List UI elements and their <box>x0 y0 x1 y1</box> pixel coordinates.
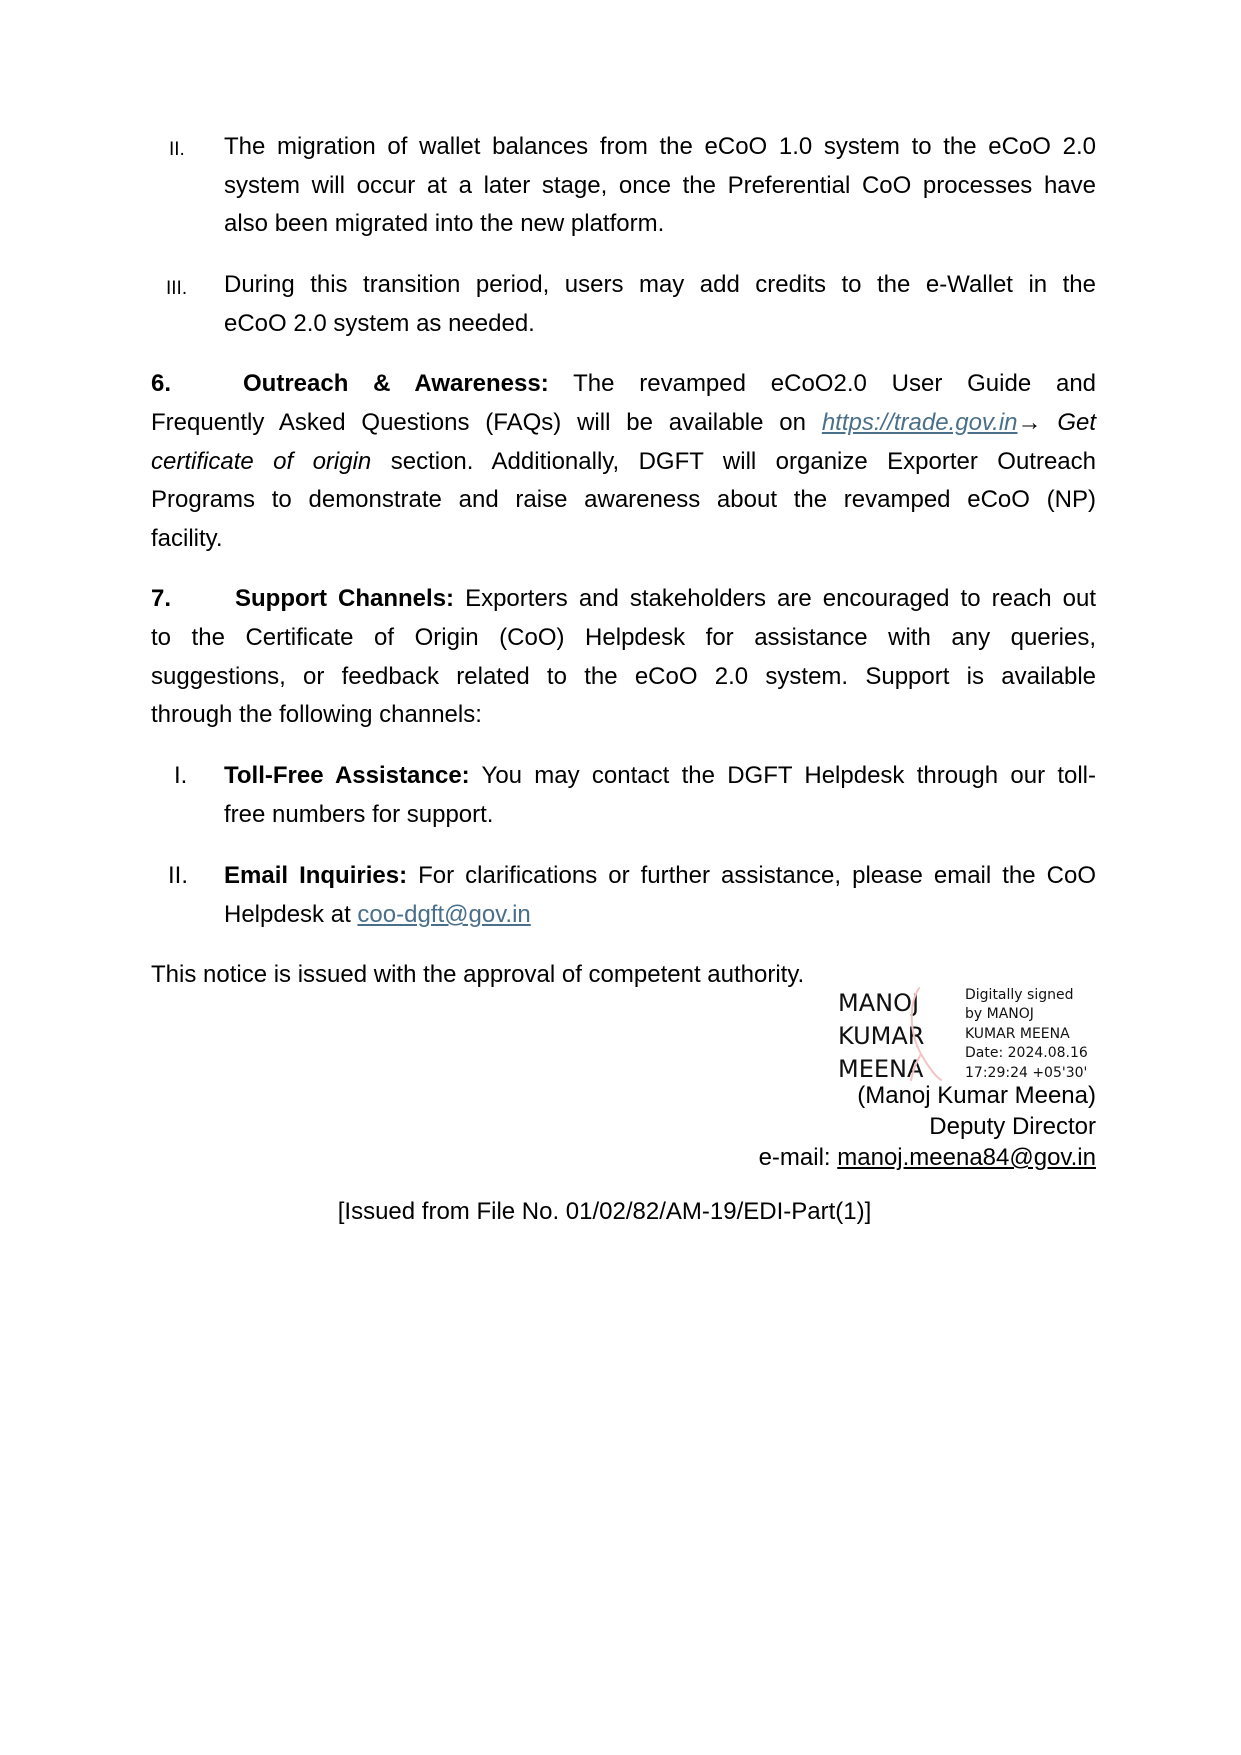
list-item-line: system will occur at a later stage, once the Preferential CoO processes have <box>224 172 1096 199</box>
list-item-line <box>224 900 531 930</box>
list-item-line: free numbers for support. <box>224 801 494 828</box>
list-item-line: eCoO 2.0 system as needed. <box>224 310 535 337</box>
list-item-text: For clarifications or further assistance, please email the CoO <box>418 862 1096 889</box>
helpdesk-email-link[interactable]: coo-dgft@gov.in <box>357 901 531 928</box>
section-number: 6. <box>151 370 172 397</box>
signer-name-line: MEENA <box>838 1055 924 1083</box>
signature-detail-line: KUMAR MEENA <box>965 1026 1070 1042</box>
paragraph-line: Programs to demonstrate and raise awareness about the revamped eCoO (NP) <box>151 486 1096 513</box>
section-heading: Support Channels: <box>235 585 455 612</box>
list-item-line <box>224 761 1096 791</box>
file-number: [Issued from File No. 01/02/82/AM-19/EDI-Part(1)] <box>337 1198 872 1225</box>
trade-link-text[interactable]: https://trade.gov.in <box>821 409 1018 436</box>
paragraph-line <box>151 408 1096 438</box>
paragraph-line: through the following channels: <box>151 701 482 728</box>
list-item-heading: Email Inquiries: <box>224 862 408 889</box>
list-item-text: You may contact the DGFT Helpdesk through our toll- <box>481 762 1097 789</box>
list-marker: I. <box>174 762 188 789</box>
section-number: 7. <box>151 585 172 612</box>
signer-name-line: KUMAR <box>838 1022 925 1050</box>
signatory-designation: Deputy Director <box>929 1113 1096 1140</box>
signatory-name: (Manoj Kumar Meena) <box>857 1082 1096 1109</box>
list-item-line: The migration of wallet balances from the eCoO 1.0 system to the eCoO 2.0 <box>224 133 1096 160</box>
list-marker: II. <box>169 139 185 160</box>
signer-name-line: MANOJ <box>838 989 920 1017</box>
signatory-email-line <box>759 1143 1096 1173</box>
italic-text: certificate of origin <box>151 448 372 475</box>
section-heading-line <box>235 584 1096 614</box>
paragraph-text: Frequently Asked Questions (FAQs) will be available on <box>151 409 806 436</box>
list-item-text: Helpdesk at <box>224 901 351 928</box>
signature-detail-line: Digitally signed <box>965 987 1074 1003</box>
section-text: The revamped eCoO2.0 User Guide and <box>573 370 1097 397</box>
section-heading-line <box>243 369 1096 399</box>
list-item-heading: Toll-Free Assistance: <box>224 762 470 789</box>
paragraph-line: facility. <box>151 525 223 552</box>
trade-link[interactable] <box>822 409 1042 436</box>
list-marker: III. <box>166 278 188 299</box>
list-item-line: During this transition period, users may add credits to the e-Wallet in the <box>224 271 1096 298</box>
paragraph-line <box>151 447 1096 477</box>
paragraph-text: section. Additionally, DGFT will organize Exporter Outreach <box>390 448 1096 475</box>
signatory-email-link[interactable]: manoj.meena84@gov.in <box>837 1144 1096 1171</box>
list-item-line <box>224 861 1096 891</box>
list-item-line: also been migrated into the new platform. <box>224 210 665 237</box>
list-marker: II. <box>168 862 189 889</box>
arrow-icon: → <box>1017 409 1042 436</box>
approval-statement: This notice is issued with the approval of competent authority. <box>151 961 805 988</box>
signature-detail-line: by MANOJ <box>965 1006 1034 1022</box>
section-text: Exporters and stakeholders are encouraged to reach out <box>465 585 1097 612</box>
signature-detail-line: 17:29:24 +05'30' <box>965 1065 1088 1081</box>
document-page <box>151 0 1096 1755</box>
paragraph-line: suggestions, or feedback related to the eCoO 2.0 system. Support is available <box>151 663 1096 690</box>
email-label: e-mail: <box>758 1144 831 1171</box>
section-heading: Outreach & Awareness: <box>243 370 549 397</box>
signature-stroke-icon <box>907 984 957 1084</box>
signature-detail-line: Date: 2024.08.16 <box>965 1045 1088 1061</box>
paragraph-line: to the Certificate of Origin (CoO) Helpdesk for assistance with any queries, <box>151 624 1096 651</box>
italic-text: Get <box>1057 409 1097 436</box>
